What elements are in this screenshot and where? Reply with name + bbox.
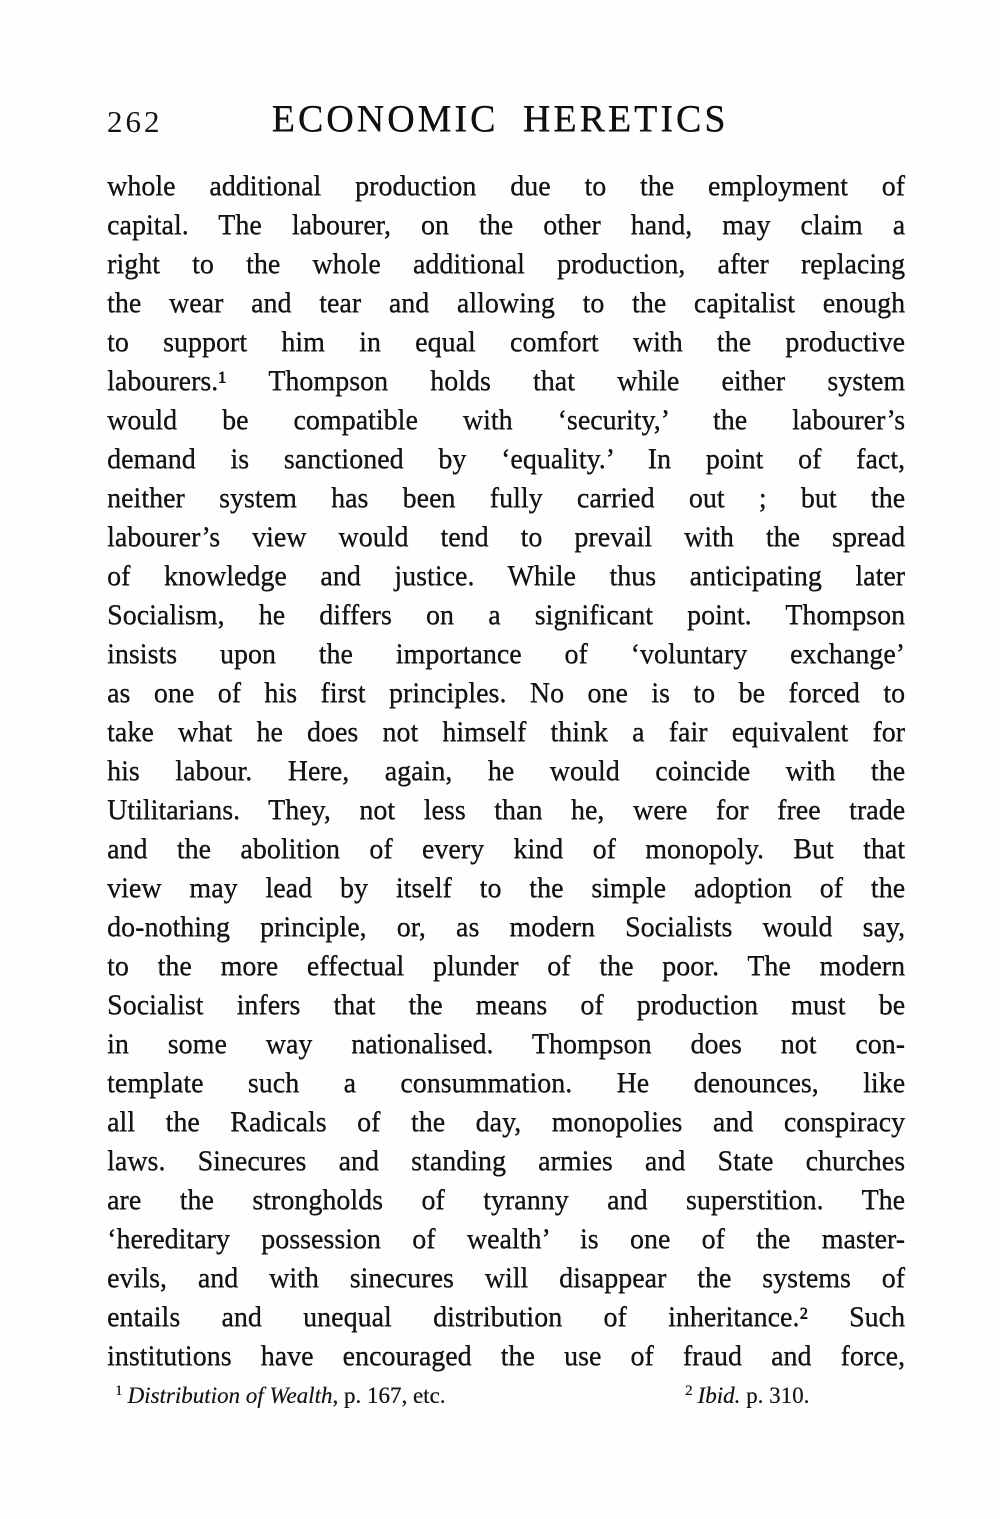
running-head	[0, 98, 1000, 140]
footnote-2-rest: p. 310.	[740, 1383, 810, 1408]
text-line: as one of his first principles. No one is to be forced to	[107, 678, 905, 709]
text-line: evils, and with sinecures will disappear the systems of	[107, 1263, 905, 1294]
text-line: neither system has been fully carried out ; but the	[107, 483, 905, 514]
page-number: 262	[107, 104, 163, 139]
footnote-1-rest: , p. 167, etc.	[332, 1383, 446, 1408]
text-line: in some way nationalised. Thompson does not con-	[107, 1029, 905, 1060]
body-text	[107, 167, 905, 1376]
footnote-2	[685, 1383, 809, 1409]
text-line: ‘hereditary possession of wealth’ is one of the master-	[107, 1224, 905, 1255]
text-line: his labour. Here, again, he would coincide with the	[107, 756, 905, 787]
text-line: take what he does not himself think a fair equivalent for	[107, 717, 905, 748]
text-line: to support him in equal comfort with the productive	[107, 327, 905, 358]
footnote-1-title: Distribution of Wealth	[127, 1383, 333, 1408]
page-title: ECONOMIC HERETICS	[271, 98, 729, 140]
text-line: view may lead by itself to the simple adoption of the	[107, 873, 905, 904]
text-line: of knowledge and justice. While thus anticipating later	[107, 561, 905, 592]
text-line: to the more effectual plunder of the poor. The modern	[107, 951, 905, 982]
text-line: laws. Sinecures and standing armies and State churches	[107, 1146, 905, 1177]
text-line: whole additional production due to the employment of	[107, 171, 905, 202]
text-line: labourer’s view would tend to prevail with the spread	[107, 522, 905, 553]
text-line: Socialist infers that the means of production must be	[107, 990, 905, 1021]
text-line: Utilitarians. They, not less than he, were for free trade	[107, 795, 905, 826]
footnote-2-marker: 2	[685, 1383, 693, 1399]
text-line: entails and unequal distribution of inheritance.² Such	[107, 1302, 905, 1333]
footnote-2-title: Ibid.	[697, 1383, 741, 1408]
text-line: institutions have encouraged the use of fraud and force,	[107, 1341, 905, 1372]
text-line: template such a consummation. He denounces, like	[107, 1068, 905, 1099]
text-line: Socialism, he differs on a significant point. Thompson	[107, 600, 905, 631]
text-line: all the Radicals of the day, monopolies and conspiracy	[107, 1107, 905, 1138]
text-line: right to the whole additional production, after replacing	[107, 249, 905, 280]
text-line: would be compatible with ‘security,’ the labourer’s	[107, 405, 905, 436]
footnote-1	[115, 1383, 445, 1409]
text-line: insists upon the importance of ‘voluntary exchange’	[107, 639, 905, 670]
text-line: and the abolition of every kind of monopoly. But that	[107, 834, 905, 865]
footnotes	[107, 1377, 905, 1421]
footnote-1-marker: 1	[115, 1383, 123, 1399]
text-line: do-nothing principle, or, as modern Socialists would say,	[107, 912, 905, 943]
text-line: are the strongholds of tyranny and superstition. The	[107, 1185, 905, 1216]
text-line: labourers.¹ Thompson holds that while either system	[107, 366, 905, 397]
text-line: demand is sanctioned by ‘equality.’ In point of fact,	[107, 444, 905, 475]
text-line: the wear and tear and allowing to the capitalist enough	[107, 288, 905, 319]
text-line: capital. The labourer, on the other hand, may claim a	[107, 210, 905, 241]
